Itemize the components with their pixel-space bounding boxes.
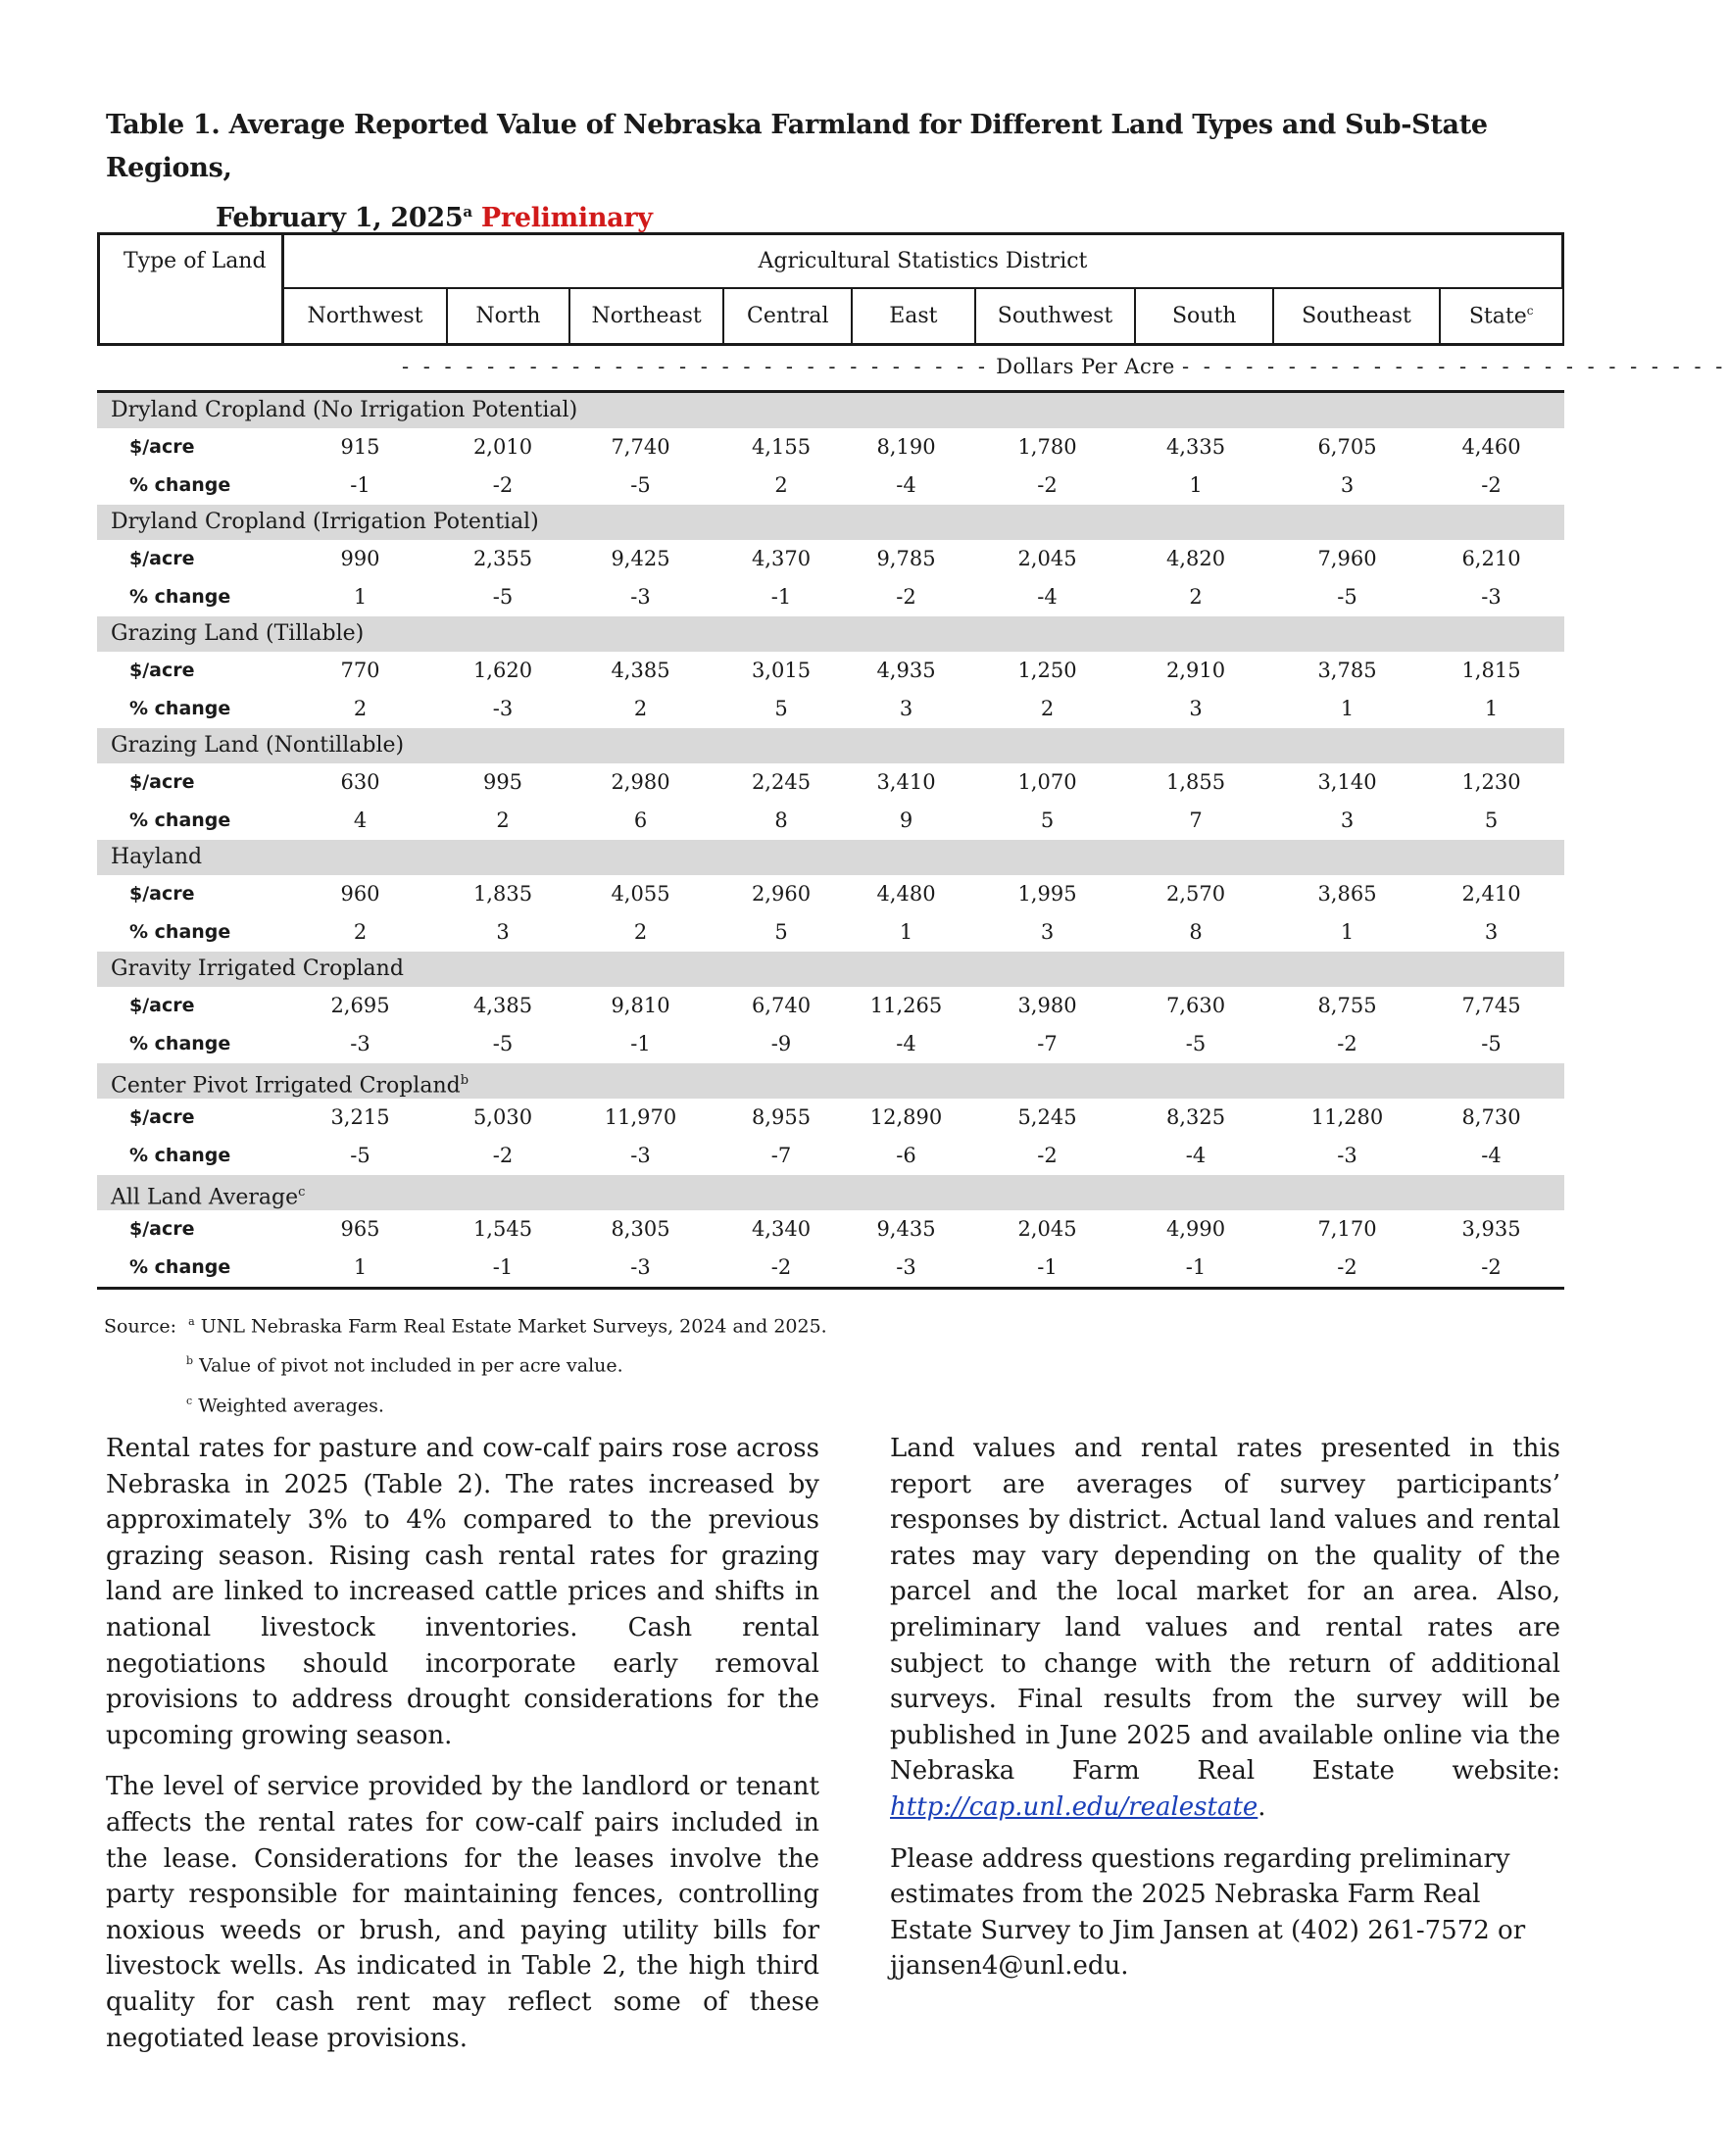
table-cell: -4	[896, 1032, 916, 1055]
table-cell: 2,980	[611, 770, 670, 794]
table-cell: 2,410	[1461, 882, 1521, 906]
table-cell: 9,435	[876, 1217, 936, 1241]
row-label: % change	[129, 921, 231, 943]
column-header-northwest: Northwest	[282, 288, 447, 345]
note-a: Source: $^a$ UNL Nebraska Farm Real Estate Market Surveys, 2024 and 2025.	[104, 1315, 827, 1338]
table-cell: -2	[1037, 1144, 1058, 1167]
table-cell: -2	[770, 1255, 792, 1279]
realestate-link[interactable]: http://cap.unl.edu/realestate	[890, 1791, 1258, 1822]
table-cell: -2	[1337, 1255, 1357, 1279]
row-label: $/acre	[129, 660, 195, 681]
table-cell: -1	[350, 473, 370, 497]
table-title	[106, 104, 1576, 240]
table-cell: 4,480	[876, 882, 936, 906]
table-cell: 1	[1189, 473, 1203, 497]
left-column-text	[106, 1431, 819, 2072]
row-label: $/acre	[129, 771, 195, 793]
table-cell: -1	[770, 585, 792, 609]
land-type-heading: Center Pivot Irrigated Cropland$^b$	[97, 1063, 1564, 1099]
district-header: Agricultural Statistics District	[282, 234, 1562, 288]
table-cell: -7	[770, 1144, 792, 1167]
land-type-heading: Dryland Cropland (Irrigation Potential)	[97, 505, 1564, 540]
table-cell: 915	[340, 435, 380, 459]
table-cell: 8,305	[611, 1217, 670, 1241]
table-cell: 2	[633, 920, 648, 944]
table-header	[97, 232, 1564, 346]
row-label: % change	[129, 809, 231, 831]
table-cell: -2	[1481, 1255, 1502, 1279]
table-cell: 6,740	[751, 994, 812, 1017]
table-cell: 1,995	[1017, 882, 1077, 906]
land-type-heading: Hayland	[97, 840, 1564, 875]
table-cell: 4,385	[611, 659, 670, 682]
table-cell: -3	[896, 1255, 916, 1279]
table-cell: 7,740	[611, 435, 670, 459]
table-cell: 1,835	[472, 882, 533, 906]
table-cell: -2	[1337, 1032, 1357, 1055]
table-cell: -5	[1185, 1032, 1207, 1055]
table-cell: -5	[492, 1032, 514, 1055]
table-cell: 3	[1340, 473, 1355, 497]
percent-change-row	[97, 1249, 1564, 1287]
table-cell: 3	[1484, 920, 1499, 944]
table-cell: 1,620	[472, 659, 533, 682]
land-type-heading: All Land Average$^c$	[97, 1175, 1564, 1210]
table-cell: 5,030	[472, 1105, 533, 1129]
table-cell: -1	[1185, 1255, 1207, 1279]
table-cell: 4,385	[472, 994, 533, 1017]
land-type-heading: Grazing Land (Nontillable)	[97, 728, 1564, 763]
table-cell: 995	[482, 770, 523, 794]
table-cell: 4	[353, 808, 368, 832]
table-cell: 2,910	[1165, 659, 1226, 682]
row-label: $/acre	[129, 1218, 195, 1240]
table-cell: 2,570	[1165, 882, 1226, 906]
table-cell: 9,785	[876, 547, 936, 570]
table-cell: 3	[1340, 808, 1355, 832]
row-label: $/acre	[129, 883, 195, 905]
row-label: $/acre	[129, 436, 195, 458]
table-cell: 2,355	[472, 547, 533, 570]
table-cell: 3	[496, 920, 510, 944]
land-type-heading: Gravity Irrigated Cropland	[97, 952, 1564, 987]
land-type-section	[97, 505, 1564, 616]
table-cell: 1,230	[1461, 770, 1521, 794]
table-cell: 2	[1189, 585, 1203, 609]
dollars-per-acre-row	[97, 875, 1564, 913]
table-cell: -2	[1481, 473, 1502, 497]
table-cell: 1,545	[472, 1217, 533, 1241]
table-cell: -4	[896, 473, 916, 497]
column-header-north: North	[447, 288, 569, 345]
table-cell: -6	[896, 1144, 916, 1167]
table-cell: 2	[1040, 697, 1055, 720]
type-of-land-header: Type of Land	[99, 234, 283, 345]
table-cell: -9	[770, 1032, 792, 1055]
table-cell: 3	[1189, 697, 1203, 720]
table-cell: 3,140	[1317, 770, 1377, 794]
table-cell: 1,070	[1017, 770, 1077, 794]
table-cell: 8	[1189, 920, 1203, 944]
table-cell: -5	[1337, 585, 1357, 609]
column-header-southeast: Southeast	[1273, 288, 1440, 345]
table-cell: 7,745	[1461, 994, 1521, 1017]
row-label: % change	[129, 586, 231, 608]
table-cell: 4,055	[611, 882, 670, 906]
row-label: $/acre	[129, 548, 195, 569]
column-header-east: East	[852, 288, 975, 345]
table-cell: 2,695	[330, 994, 390, 1017]
table-cell: 7	[1189, 808, 1203, 832]
table-cell: 11,970	[604, 1105, 677, 1129]
table-cell: 7,960	[1317, 547, 1377, 570]
paragraph: Land values and rental rates presented in this report are averages of survey participants’ responses by district. Actual land values and rental rates may vary depending on the quality of the parcel and the local market for an area. Also, preliminary land values and rental rates are subject to change with the return of additional surveys. Final results from the survey will be published in June 2025 and available online via the Nebraska Farm Real Estate website: http://cap.unl.edu/realestate.	[890, 1434, 1560, 1822]
table-cell: -3	[1481, 585, 1502, 609]
note-b: $^b$ Value of pivot not included in per acre value.	[186, 1354, 623, 1377]
percent-change-row	[97, 578, 1564, 616]
table-cell: 6	[633, 808, 648, 832]
title-line-1: Table 1. Average Reported Value of Nebraska Farmland for Different Land Types and Sub-State Regions,	[106, 110, 1488, 183]
note-c: $^c$ Weighted averages.	[186, 1394, 384, 1416]
table-cell: 8,730	[1461, 1105, 1521, 1129]
table-cell: 3	[1040, 920, 1055, 944]
table-cell: 4,155	[751, 435, 812, 459]
title-footnote-marker: a	[463, 203, 472, 220]
table-cell: 3,410	[876, 770, 936, 794]
table-cell: -5	[350, 1144, 370, 1167]
table-body	[97, 390, 1564, 1290]
land-type-section	[97, 952, 1564, 1063]
table-cell: 8	[774, 808, 788, 832]
table-cell: 9,425	[611, 547, 670, 570]
dollars-per-acre-row	[97, 987, 1564, 1025]
percent-change-row	[97, 1025, 1564, 1063]
table-cell: -3	[630, 1144, 651, 1167]
row-label: % change	[129, 1033, 231, 1054]
percent-change-row	[97, 466, 1564, 505]
table-cell: -3	[630, 1255, 651, 1279]
paragraph: Rental rates for pasture and cow-calf pairs rose across Nebraska in 2025 (Table 2). The rates increased by approximately 3% to 4% compared to the previous grazing season. Rising cash rental rates for grazing land are linked to increased cattle prices and shifts in national livestock inventories. Cash rental negotiations should incorporate early removal provisions to address drought considerations for the upcoming growing season.	[106, 1434, 819, 1750]
table-cell: 6,210	[1461, 547, 1521, 570]
table-cell: -4	[1481, 1144, 1502, 1167]
row-label: % change	[129, 1145, 231, 1166]
table-cell: 770	[340, 659, 380, 682]
table-cell: -7	[1037, 1032, 1058, 1055]
table-cell: -2	[492, 473, 514, 497]
table-cell: -1	[1037, 1255, 1058, 1279]
dollars-per-acre-row	[97, 1210, 1564, 1249]
dollars-per-acre-row	[97, 652, 1564, 690]
column-header-northeast: Northeast	[569, 288, 724, 345]
table-cell: 12,890	[869, 1105, 943, 1129]
row-label: % change	[129, 1256, 231, 1278]
units-label: - - - - - - - - - - - - - - - - - - - - - - - - - - - - Dollars Per Acre - - - - - - - - - - - - - - - - - - - - - - - - - -	[402, 355, 1726, 378]
title-date: February 1, 2025	[216, 203, 464, 233]
column-header-state: State$^c$	[1440, 288, 1563, 345]
column-header-southwest: Southwest	[975, 288, 1136, 345]
land-type-heading: Dryland Cropland (No Irrigation Potential)	[97, 393, 1564, 428]
table-cell: 3,015	[751, 659, 812, 682]
table-cell: 8,325	[1165, 1105, 1226, 1129]
paragraph: The level of service provided by the landlord or tenant affects the rental rates for cow-calf pairs included in the lease. Considerations for the leases involve the party responsible for maintaining fences, controlling noxious weeds or brush, and paying utility bills for livestock wells. As indicated in Table 2, the high third quality for cash rent may reflect some of these negotiated lease provisions.	[106, 1772, 819, 2053]
table-cell: 3,215	[330, 1105, 390, 1129]
land-type-section	[97, 1175, 1564, 1287]
table-cell: 3,865	[1317, 882, 1377, 906]
table-cell: 8,955	[751, 1105, 812, 1129]
table-cell: 990	[340, 547, 380, 570]
table-cell: 2,960	[751, 882, 812, 906]
table-cell: 1	[1484, 697, 1499, 720]
table-cell: 2,045	[1017, 1217, 1077, 1241]
table-cell: 11,280	[1310, 1105, 1384, 1129]
table-cell: 3,980	[1017, 994, 1077, 1017]
row-label: $/acre	[129, 1106, 195, 1128]
land-type-section	[97, 616, 1564, 728]
percent-change-row	[97, 802, 1564, 840]
table-cell: 630	[340, 770, 380, 794]
table-cell: 1,815	[1461, 659, 1521, 682]
table-cell: 1,855	[1165, 770, 1226, 794]
table-cell: -2	[1037, 473, 1058, 497]
percent-change-row	[97, 913, 1564, 952]
paragraph: Please address questions regarding preliminary estimates from the 2025 Nebraska Farm Real Estate Survey to Jim Jansen at (402) 261-7572 or jjansen4@unl.edu.	[890, 1843, 1526, 1982]
table-cell: 2	[353, 697, 368, 720]
percent-change-row	[97, 1137, 1564, 1175]
table-cell: 4,820	[1165, 547, 1226, 570]
column-header-south: South	[1135, 288, 1273, 345]
table-cell: -3	[630, 585, 651, 609]
table-cell: 1	[353, 585, 368, 609]
table-cell: -5	[1481, 1032, 1502, 1055]
table-cell: 6,705	[1317, 435, 1377, 459]
table-cell: -3	[350, 1032, 370, 1055]
table-cell: 4,990	[1165, 1217, 1226, 1241]
table-cell: 5	[1484, 808, 1499, 832]
table-cell: 4,370	[751, 547, 812, 570]
table-cell: -1	[630, 1032, 651, 1055]
table-cell: 1,250	[1017, 659, 1077, 682]
land-type-heading: Grazing Land (Tillable)	[97, 616, 1564, 652]
table-cell: 2	[633, 697, 648, 720]
row-label: % change	[129, 474, 231, 496]
table-cell: 1	[1340, 920, 1355, 944]
table-cell: 5	[774, 920, 788, 944]
table-cell: 8,190	[876, 435, 936, 459]
row-label: $/acre	[129, 995, 195, 1016]
table-cell: 2	[496, 808, 510, 832]
land-type-section	[97, 728, 1564, 840]
table-cell: -2	[896, 585, 916, 609]
table-cell: 4,935	[876, 659, 936, 682]
table-cell: 1	[353, 1255, 368, 1279]
table-cell: 9,810	[611, 994, 670, 1017]
table-cell: 7,630	[1165, 994, 1226, 1017]
table-cell: -5	[630, 473, 651, 497]
land-type-section	[97, 1063, 1564, 1175]
table-cell: 5	[774, 697, 788, 720]
row-label: % change	[129, 698, 231, 719]
table-cell: 965	[340, 1217, 380, 1241]
table-cell: 1	[1340, 697, 1355, 720]
table-cell: 1	[899, 920, 913, 944]
table-cell: 3	[899, 697, 913, 720]
table-cell: 7,170	[1317, 1217, 1377, 1241]
table-cell: 3,785	[1317, 659, 1377, 682]
table-cell: -4	[1037, 585, 1058, 609]
table-cell: -2	[492, 1144, 514, 1167]
dollars-per-acre-row	[97, 428, 1564, 466]
table-cell: 1,780	[1017, 435, 1077, 459]
table-cell: -4	[1185, 1144, 1207, 1167]
dollars-per-acre-row	[97, 763, 1564, 802]
dollars-per-acre-row	[97, 540, 1564, 578]
table-notes	[104, 1304, 827, 1423]
table-cell: 2,045	[1017, 547, 1077, 570]
table-cell: -3	[492, 697, 514, 720]
right-column-text	[890, 1431, 1560, 2000]
table-cell: -1	[492, 1255, 514, 1279]
table-cell: 9	[899, 808, 913, 832]
table-cell: -5	[492, 585, 514, 609]
table-cell: 2	[353, 920, 368, 944]
table-cell: 8,755	[1317, 994, 1377, 1017]
table-cell: -3	[1337, 1144, 1357, 1167]
percent-change-row	[97, 690, 1564, 728]
table-cell: 5,245	[1017, 1105, 1077, 1129]
table-cell: 960	[340, 882, 380, 906]
land-type-section	[97, 840, 1564, 952]
table-cell: 3,935	[1461, 1217, 1521, 1241]
table-cell: 4,335	[1165, 435, 1226, 459]
table-cell: 4,460	[1461, 435, 1521, 459]
land-type-section	[97, 393, 1564, 505]
table-cell: 2,010	[472, 435, 533, 459]
column-header-central: Central	[723, 288, 852, 345]
table-cell: 2	[774, 473, 788, 497]
dollars-per-acre: Dollars Per Acre	[996, 355, 1175, 378]
table-cell: 11,265	[869, 994, 943, 1017]
dollars-per-acre-row	[97, 1099, 1564, 1137]
preliminary-label: Preliminary	[480, 203, 653, 233]
table-cell: 5	[1040, 808, 1055, 832]
table-cell: 4,340	[751, 1217, 812, 1241]
table-cell: 2,245	[751, 770, 812, 794]
